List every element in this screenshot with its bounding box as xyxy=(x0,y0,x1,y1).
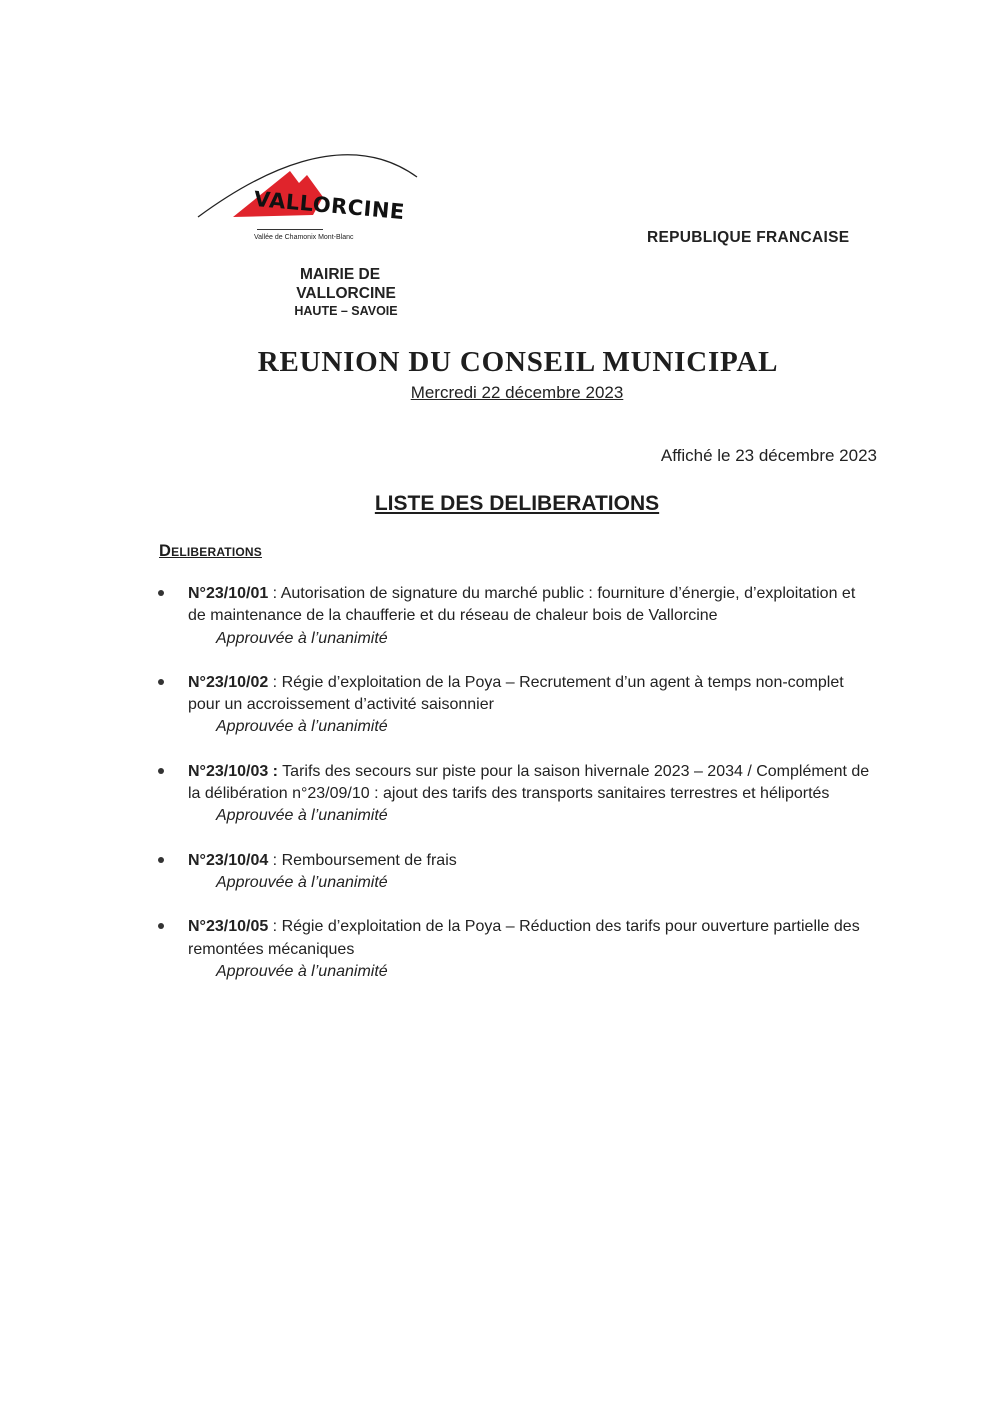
deliberation-text: : Remboursement de frais xyxy=(268,851,457,869)
deliberation-item xyxy=(155,583,875,650)
mairie-line-3: HAUTE – SAVOIE xyxy=(294,304,398,318)
deliberation-text: : Régie d’exploitation de la Poya – Réduction des tarifs pour ouverture partielle des remontées mécaniques xyxy=(188,918,860,958)
section-title: Deliberations xyxy=(159,542,262,560)
deliberation-status: Approuvée à l’unanimité xyxy=(216,962,388,980)
deliberation-number: N°23/10/03 : xyxy=(188,762,279,780)
logo-text: VALLORCINE xyxy=(252,187,406,225)
list-title: LISTE DES DELIBERATIONS xyxy=(374,492,660,515)
vallorcine-logo xyxy=(195,135,425,250)
posted-date: Affiché le 23 décembre 2023 xyxy=(660,446,877,465)
mairie-block xyxy=(270,265,410,319)
bullet-icon xyxy=(158,923,164,929)
mairie-line-1: MAIRIE DE xyxy=(299,266,381,283)
logo-subtitle: Vallée de Chamonix Mont-Blanc xyxy=(254,234,354,241)
mairie-line-2: VALLORCINE xyxy=(296,285,396,302)
deliberation-number: N°23/10/01 xyxy=(188,585,269,602)
deliberation-number: N°23/10/04 xyxy=(188,851,269,869)
deliberation-status: Approuvée à l’unanimité xyxy=(216,873,388,891)
bullet-icon xyxy=(158,857,164,863)
deliberation-number: N°23/10/02 xyxy=(188,673,269,691)
deliberation-text: Tarifs des secours sur piste pour la saison hivernale 2023 – 2034 / Complément de la délibération n°23/09/10 : ajout des tarifs des transports sanitaires terrestres et héliportés xyxy=(188,762,870,803)
deliberation-item xyxy=(155,916,875,983)
meeting-date: Mercredi 22 décembre 2023 xyxy=(410,383,624,402)
deliberation-status: Approuvée à l’unanimité xyxy=(216,807,388,825)
bullet-icon xyxy=(158,590,164,596)
deliberation-text: : Autorisation de signature du marché public : fourniture d’énergie, d’exploitation et de maintenance de la chaufferie et du réseau de chaleur bois de Vallorcine xyxy=(188,585,856,625)
deliberation-status: Approuvée à l’unanimité xyxy=(216,718,388,736)
deliberation-number: N°23/10/05 xyxy=(188,918,269,936)
republique-francaise: REPUBLIQUE FRANCAISE xyxy=(647,229,850,246)
logo-underline xyxy=(257,229,323,230)
deliberation-status: Approuvée à l’unanimité xyxy=(216,629,388,647)
deliberation-item xyxy=(155,850,875,895)
bullet-icon xyxy=(158,768,164,774)
deliberation-text: : Régie d’exploitation de la Poya – Recrutement d’un agent à temps non-complet pour un accroissement d’activité saisonnier xyxy=(188,673,844,714)
deliberation-item xyxy=(155,761,875,828)
bullet-icon xyxy=(158,679,164,685)
page-title: REUNION DU CONSEIL MUNICIPAL xyxy=(257,346,779,378)
deliberation-item xyxy=(155,672,875,739)
deliberations-list xyxy=(155,583,875,1005)
